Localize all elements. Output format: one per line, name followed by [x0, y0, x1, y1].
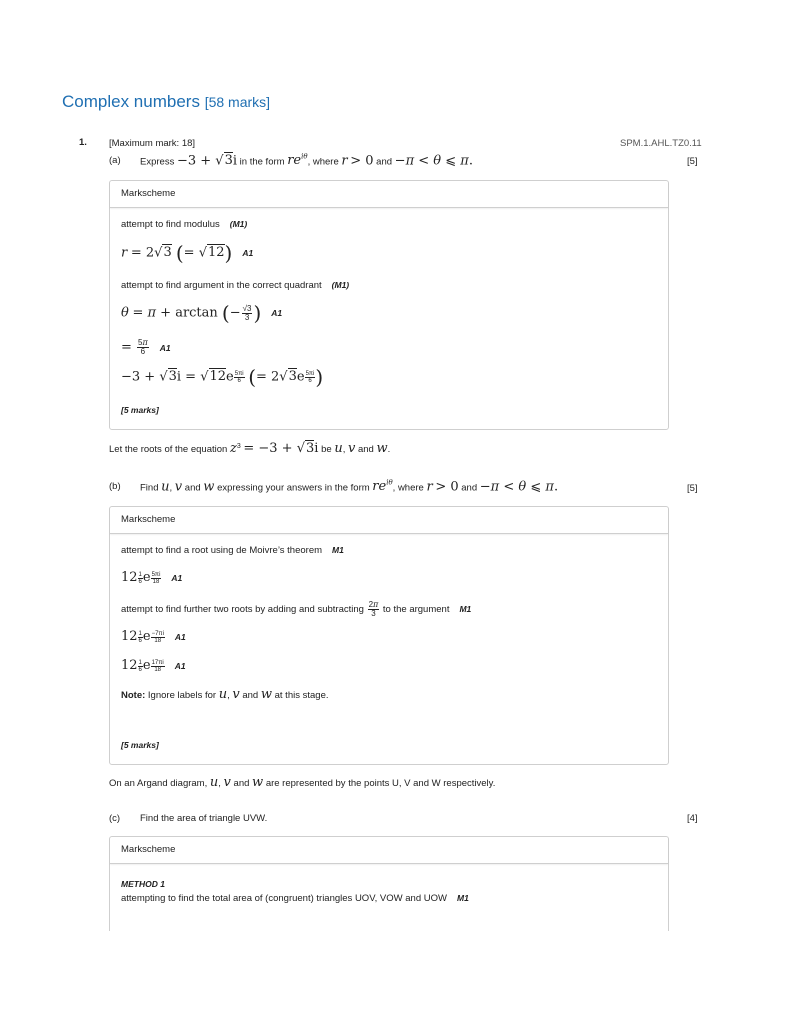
- part-a-text: Express: [140, 156, 175, 168]
- part-b-text: and: [184, 482, 201, 494]
- ms-a-line1-mark: (M1): [229, 219, 248, 229]
- markscheme-c: [109, 836, 669, 937]
- page-bottom-mask: [100, 931, 680, 1031]
- ms-b-line5: 12 $\frac{1}{6}$ e $\frac{17\pi i}{18}$ A1: [121, 658, 186, 673]
- intro-c-text: are represented by the points U, V and W respectively.: [265, 778, 496, 789]
- ms-b-line5-mark: A1: [174, 661, 186, 671]
- part-a-text: in the form: [239, 156, 285, 168]
- ms-c-method: METHOD 1: [121, 879, 165, 889]
- markscheme-b-header: Markscheme: [110, 507, 668, 534]
- part-b-text: Find: [140, 482, 159, 494]
- ms-c-line1: [121, 893, 469, 904]
- ms-a-line3: [121, 280, 349, 291]
- ms-b-note-text: Ignore labels for: [147, 690, 217, 701]
- ms-a-line5: = $\frac{5\pi}{6}$ A1: [121, 338, 171, 357]
- part-b-text: and: [461, 482, 478, 494]
- ms-a-line3-mark: (M1): [331, 280, 350, 290]
- part-c-question: Find the area of triangle UVW.: [140, 813, 268, 824]
- part-b-question: Find u, v and w expressing your answers in the form $re^{i\theta}$, where r > 0 and −π < θ ⩽ π.: [140, 479, 559, 495]
- part-c-marks: [4]: [687, 813, 698, 824]
- ms-a-line4-mark: A1: [271, 308, 283, 319]
- ms-b-line3b-text: to the argument: [382, 604, 450, 616]
- ms-b-line3: attempt to find further two roots by adding and subtracting $\frac{2\pi}{3}$ to the argument M1: [121, 600, 472, 618]
- part-b-text: expressing your answers in the form: [217, 482, 370, 494]
- part-a-text: and: [376, 156, 393, 168]
- ms-a-line6: −3 + √3i = √12e $\frac{5\pi i}{6}$ (= 2√3e $\frac{5\pi i}{6}$ ): [121, 365, 324, 389]
- ms-a-line1-text: attempt to find modulus: [121, 219, 220, 230]
- ms-b-total: [5 marks]: [121, 740, 159, 750]
- ms-b-line1: [121, 545, 344, 556]
- ms-b-note-text: and: [242, 690, 259, 701]
- question-number: 1.: [79, 137, 87, 148]
- intro-c-text: and: [233, 778, 250, 789]
- part-a-marks: [5]: [687, 156, 698, 167]
- part-b-text: , where: [392, 482, 424, 494]
- intro-c: On an Argand diagram, u, v and w are represented by the points U, V and W respectively.: [109, 775, 496, 790]
- ms-b-line3-mark: M1: [459, 604, 472, 615]
- ms-a-line2: r = 2√3 (= √12) A1: [121, 241, 254, 265]
- ms-b-line3-text: attempt to find further two roots by adding and subtracting: [121, 604, 364, 616]
- intro-b-text: and: [357, 444, 374, 455]
- part-b-marks: [5]: [687, 483, 698, 494]
- ms-c-line1-mark: M1: [456, 893, 469, 903]
- ms-a-line4: θ = π + arctan (− $\frac{√3}{3}$ ) A1: [121, 301, 283, 325]
- part-c-label: (c): [109, 813, 121, 824]
- markscheme-c-header: Markscheme: [110, 837, 668, 864]
- ms-b-note: Note: Ignore labels for u, v and w at this stage.: [121, 687, 329, 702]
- ms-b-line1-text: attempt to find a root using de Moivre’s theorem: [121, 545, 323, 556]
- question-max-mark: [Maximum mark: 18]: [109, 138, 196, 149]
- ms-b-line2-mark: A1: [171, 573, 183, 583]
- section-title-text: Complex numbers: [62, 92, 200, 111]
- ms-b-line4-mark: A1: [174, 632, 186, 642]
- ms-b-note-text: at this stage.: [274, 690, 329, 701]
- markscheme-b: [109, 506, 669, 765]
- section-title: [62, 92, 270, 112]
- markscheme-a-header: Markscheme: [110, 181, 668, 208]
- part-a-label: (a): [109, 155, 121, 166]
- ms-b-line4: 12 $\frac{1}{6}$ e $\frac{-7\pi i}{18}$ A1: [121, 629, 186, 644]
- markscheme-a: [109, 180, 669, 430]
- part-b-label: (b): [109, 481, 121, 492]
- ms-b-line1-mark: M1: [332, 545, 344, 555]
- ms-a-line1: [121, 219, 247, 230]
- part-a-text: , where: [307, 156, 339, 168]
- ms-a-line2-mark: A1: [242, 248, 254, 259]
- intro-b: Let the roots of the equation $z^3 = -3 + √3i$ be u, v and w.: [109, 441, 391, 456]
- section-title-marks: [58 marks]: [204, 94, 271, 110]
- ms-a-total: [5 marks]: [121, 405, 159, 415]
- intro-b-text: be: [321, 444, 332, 455]
- question-code: SPM.1.AHL.TZ0.11: [620, 138, 702, 149]
- ms-a-line5-mark: A1: [159, 343, 171, 353]
- intro-b-text: Let the roots of the equation: [109, 444, 228, 455]
- intro-c-text: On an Argand diagram,: [109, 778, 208, 789]
- ms-b-line2: 12 $\frac{1}{6}$ e $\frac{5\pi i}{18}$ A1: [121, 570, 183, 585]
- ms-c-line1-text: attempting to find the total area of (congruent) triangles UOV, VOW and UOW: [121, 893, 447, 904]
- ms-a-line3-text: attempt to find argument in the correct quadrant: [121, 280, 322, 291]
- part-a-question: Express −3 + √3i in the form $re^{i\theta}$, where r > 0 and −π < θ ⩽ π.: [140, 153, 473, 169]
- ms-b-note-label: Note:: [121, 690, 146, 701]
